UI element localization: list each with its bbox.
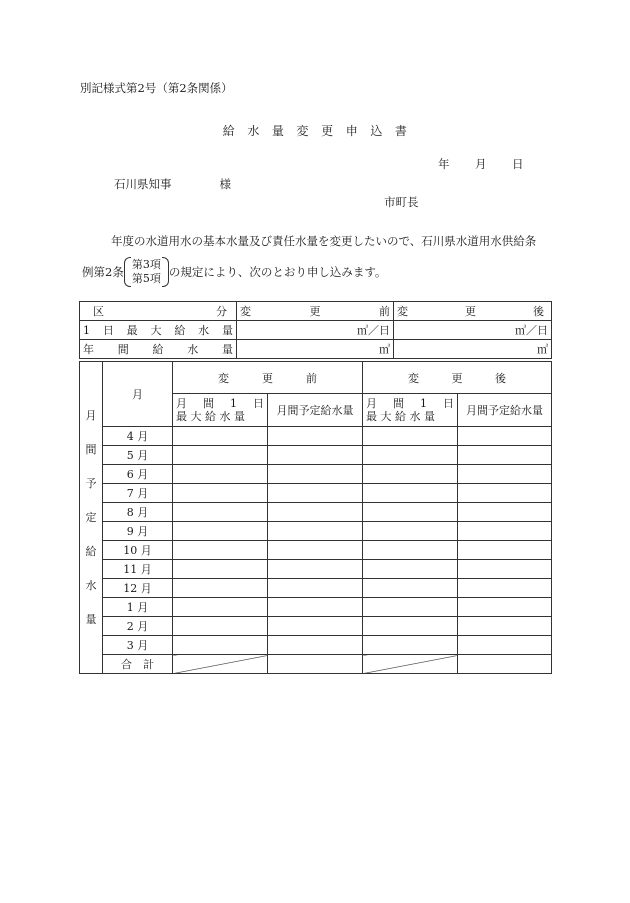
table-row (80, 560, 552, 579)
table-row (80, 617, 552, 636)
date-month: 月 (475, 157, 487, 171)
input-cell[interactable] (173, 484, 268, 503)
input-cell[interactable] (173, 465, 268, 484)
addressee-name: 石川県知事 (114, 177, 172, 191)
table-row (80, 598, 552, 617)
total-label: 合 計 (103, 655, 173, 674)
input-cell[interactable] (458, 636, 552, 655)
input-cell[interactable] (363, 579, 458, 598)
unit-daily: ㎥／日 (357, 324, 390, 337)
month-label: 3 月 (103, 636, 173, 655)
table-row (80, 446, 552, 465)
input-cell[interactable] (268, 579, 363, 598)
total-slashed-cell (173, 655, 268, 674)
annual-after-cell[interactable] (394, 340, 552, 359)
table-row (80, 522, 552, 541)
document-title: 給 水 量 変 更 申 込 書 (222, 124, 408, 138)
side-label: 月 間 予 定 給 水 量 (80, 362, 103, 674)
input-cell[interactable] (363, 465, 458, 484)
date-year: 年 (438, 157, 450, 171)
header-before: 変 更 前 (237, 302, 394, 321)
sub-header-daily-max: 月 間 1 日 最 大 給 水 量 (363, 394, 458, 427)
table-row (80, 541, 552, 560)
input-cell[interactable] (458, 617, 552, 636)
month-label: 8 月 (103, 503, 173, 522)
date-line (438, 156, 524, 172)
month-label: 4 月 (103, 427, 173, 446)
header-after: 変 更 後 (394, 302, 552, 321)
input-cell[interactable] (458, 446, 552, 465)
input-cell[interactable] (173, 579, 268, 598)
input-cell[interactable] (458, 427, 552, 446)
month-label: 12 月 (103, 579, 173, 598)
row-label-daily-max: 1 日 最 大 給 水 量 (80, 321, 237, 340)
table-row (80, 636, 552, 655)
daily-max-before-cell[interactable] (237, 321, 394, 340)
input-cell[interactable] (458, 560, 552, 579)
input-cell[interactable] (268, 465, 363, 484)
table-row (80, 484, 552, 503)
input-cell[interactable] (173, 636, 268, 655)
month-label: 10 月 (103, 541, 173, 560)
input-cell[interactable] (268, 636, 363, 655)
row-label-annual: 年 間 給 水 量 (80, 340, 237, 359)
month-label: 9 月 (103, 522, 173, 541)
summary-table (79, 301, 552, 359)
applicant-title: 市町長 (384, 195, 419, 209)
input-cell[interactable] (268, 446, 363, 465)
input-cell[interactable] (173, 617, 268, 636)
input-cell[interactable] (458, 598, 552, 617)
header-after: 変 更 後 (363, 362, 552, 394)
total-slashed-cell (363, 655, 458, 674)
input-cell[interactable] (458, 465, 552, 484)
table-row (80, 465, 552, 484)
month-label: 2 月 (103, 617, 173, 636)
form-number: 別記様式第2号（第2条関係） (80, 81, 233, 95)
sub-header-daily-max: 月 間 1 日 最 大 給 水 量 (173, 394, 268, 427)
table-row (80, 579, 552, 598)
annual-before-cell[interactable] (237, 340, 394, 359)
daily-max-after-cell[interactable] (394, 321, 552, 340)
body-text-line1: 年度の水道用水の基本水量及び責任水量を変更したいので、石川県水道用水供給条 (111, 234, 537, 248)
input-cell[interactable] (173, 503, 268, 522)
input-cell[interactable] (268, 617, 363, 636)
input-cell[interactable] (458, 655, 552, 674)
month-column-header: 月 (103, 362, 173, 427)
month-label: 11 月 (103, 560, 173, 579)
input-cell[interactable] (458, 579, 552, 598)
input-cell[interactable] (268, 598, 363, 617)
body-line2-prefix: 例第2条 (82, 265, 124, 279)
month-label: 6 月 (103, 465, 173, 484)
input-cell[interactable] (458, 522, 552, 541)
input-cell[interactable] (363, 617, 458, 636)
header-kubun: 区 分 (80, 302, 237, 321)
input-cell[interactable] (458, 503, 552, 522)
date-day: 日 (512, 157, 524, 171)
body-text-line2 (82, 256, 386, 288)
input-cell[interactable] (268, 522, 363, 541)
sub-header-planned: 月間予定給水量 (268, 394, 363, 427)
input-cell[interactable] (363, 427, 458, 446)
input-cell[interactable] (363, 503, 458, 522)
addressee-honorific: 様 (219, 177, 231, 191)
input-cell[interactable] (268, 503, 363, 522)
input-cell[interactable] (173, 541, 268, 560)
input-cell[interactable] (173, 427, 268, 446)
month-label: 7 月 (103, 484, 173, 503)
table-row (80, 427, 552, 446)
input-cell[interactable] (173, 522, 268, 541)
input-cell[interactable] (268, 560, 363, 579)
input-cell[interactable] (458, 541, 552, 560)
table-row (80, 503, 552, 522)
month-label: 1 月 (103, 598, 173, 617)
unit-annual: ㎥ (537, 343, 548, 356)
input-cell[interactable] (173, 446, 268, 465)
input-cell[interactable] (363, 560, 458, 579)
input-cell[interactable] (363, 541, 458, 560)
input-cell[interactable] (363, 446, 458, 465)
unit-daily: ㎥／日 (515, 324, 548, 337)
header-before: 変 更 前 (173, 362, 363, 394)
addressee (114, 176, 231, 192)
monthly-table (79, 361, 552, 674)
input-cell[interactable] (363, 598, 458, 617)
input-cell[interactable] (458, 484, 552, 503)
input-cell[interactable] (363, 636, 458, 655)
total-row (80, 655, 552, 674)
unit-annual: ㎥ (379, 343, 390, 356)
input-cell[interactable] (268, 427, 363, 446)
input-cell[interactable] (268, 541, 363, 560)
input-cell[interactable] (173, 598, 268, 617)
clause-options (124, 257, 169, 287)
body-line2-suffix: の規定により、次のとおり申し込みます。 (168, 265, 387, 279)
input-cell[interactable] (363, 484, 458, 503)
sub-header-planned: 月間予定給水量 (458, 394, 552, 427)
input-cell[interactable] (173, 560, 268, 579)
input-cell[interactable] (268, 655, 363, 674)
clause-option: 第3項 (131, 258, 161, 271)
input-cell[interactable] (363, 522, 458, 541)
input-cell[interactable] (268, 484, 363, 503)
month-label: 5 月 (103, 446, 173, 465)
clause-option: 第5項 (131, 272, 161, 285)
